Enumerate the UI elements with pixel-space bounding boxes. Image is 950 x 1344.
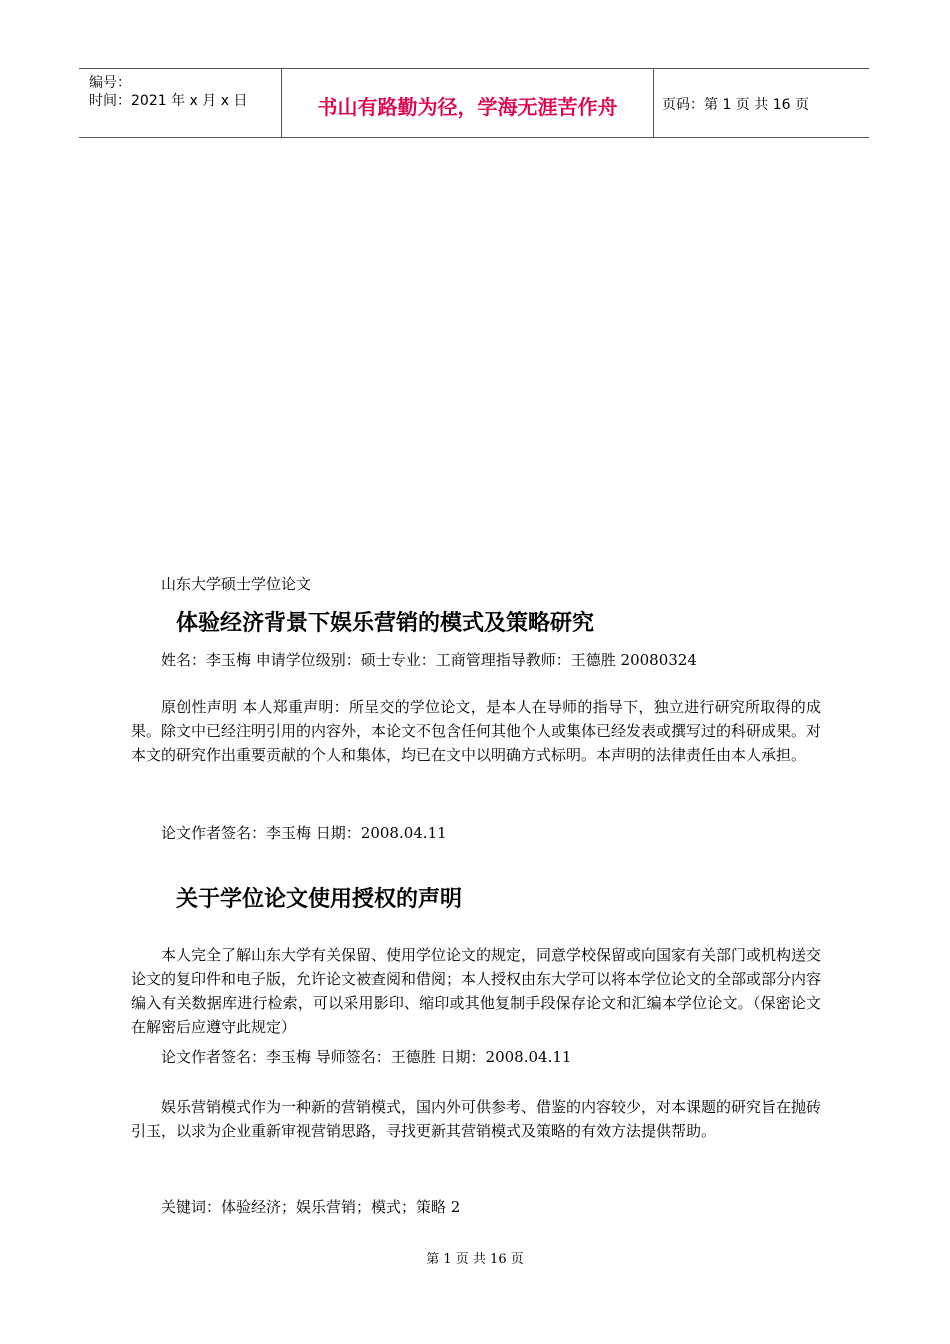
keywords-line: 关键词：体验经济；娱乐营销；模式；策略 2 [161, 1198, 461, 1216]
header-page-number: 页码：第 1 页 共 16 页 [662, 97, 809, 113]
header-right-cell [654, 69, 869, 137]
author-info-line: 姓名：李玉梅 申请学位级别：硕士专业：工商管理指导教师：王德胜 20080324 [161, 651, 697, 669]
header-left-cell [79, 69, 282, 137]
authorization-signature-line: 论文作者签名：李玉梅 导师签名：王德胜 日期：2008.04.11 [161, 1048, 572, 1066]
page-footer: 第 1 页 共 16 页 [426, 1252, 524, 1267]
header-center-cell [282, 69, 654, 137]
document-number-label: 编号： [89, 75, 131, 91]
document-time-label: 时间：2021 年 x 月 x 日 [89, 93, 248, 109]
originality-statement: 原创性声明 本人郑重声明：所呈交的学位论文，是本人在导师的指导下，独立进行研究所取得的成果。除文中已经注明引用的内容外，本论文不包含任何其他个人或集体已经发表或撰写过的科研成果。对本文的研究作出重要贡献的个人和集体，均已在文中以明确方式标明。本声明的法律责任由本人承担。 [131, 698, 822, 764]
university-line: 山东大学硕士学位论文 [161, 575, 312, 593]
header-table [79, 68, 869, 138]
authorization-statement: 本人完全了解山东大学有关保留、使用学位论文的规定，同意学校保留或向国家有关部门或机构送交论文的复印件和电子版，允许论文被查阅和借阅；本人授权由东大学可以将本学位论文的全部或部分内容编入有关数据库进行检索，可以采用影印、缩印或其他复制手段保存论文和汇编本学位论文。（保密论文在解密后应遵守此规定） [131, 946, 822, 1036]
header-motto: 书山有路勤为径，学海无涯苦作舟 [317, 95, 618, 119]
thesis-title: 体验经济背景下娱乐营销的模式及策略研究 [176, 611, 595, 636]
abstract-paragraph: 娱乐营销模式作为一种新的营销模式，国内外可供参考、借鉴的内容较少，对本课题的研究旨在抛砖引玉，以求为企业重新审视营销思路，寻找更新其营销模式及策略的有效方法提供帮助。 [131, 1098, 822, 1140]
authorization-title: 关于学位论文使用授权的声明 [176, 887, 463, 912]
originality-signature-line: 论文作者签名：李玉梅 日期：2008.04.11 [161, 824, 447, 842]
